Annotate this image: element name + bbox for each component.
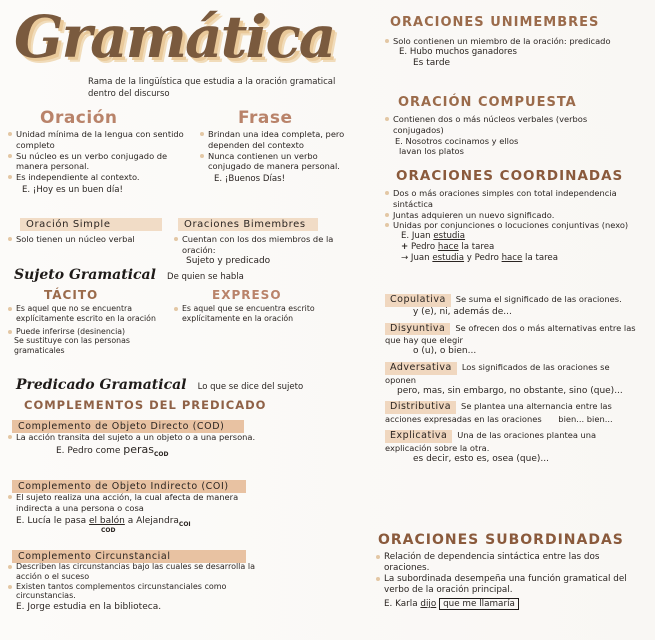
heading-unimembres: ORACIONES UNIMEMBRES [390,15,600,30]
sujeto-tagline: De quien se habla [167,272,244,282]
type-copulativa [385,294,640,318]
type-label: Disyuntiva [385,323,450,336]
heading-coordinadas: ORACIONES COORDINADAS [396,168,624,184]
subordinadas-bullet: La subordinada desempeña una función gramatical del verbo de la oración principal. [376,574,638,596]
coordinadas-bullet: Juntas adquieren un nuevo significado. [385,210,640,221]
coi-example-cod-sub: COD [100,526,116,534]
cc-section [8,562,273,613]
coordinadas-bullet: Dos o más oraciones simples con total independencia sintáctica [385,188,640,210]
cod-label: Complemento de Objeto Directo (COD) [12,420,244,433]
coi-label: Complemento de Objeto Indirecto (COI) [12,480,246,493]
type-desc: Una de las oraciones plantea una explicación sobre la otra. [385,429,597,453]
heading-frase: Frase [238,108,293,128]
type-nexos: pero, mas, sin embargo, no obstante, sino (que)... [397,385,623,396]
type-desc: Se plantea una alternancia entre las acciones expresadas en las oraciones [385,401,612,425]
coord-ex-verb: hace [437,241,459,252]
heading-tacito: TÁCITO [44,288,99,302]
oracion-bullet: Unidad mínima de la lengua con sentido completo [8,129,193,151]
coordinadas-section [385,188,640,264]
coi-example-target: Alejandra [136,515,179,526]
unimembres-example-1: E. Hubo muchos ganadores [399,46,517,57]
type-nexos: o (u), o bien... [413,346,477,357]
expreso-bullet: Es aquel que se encuentra escrito explícitamente en la oración [174,304,324,324]
cc-bullet: Describen las circunstancias bajo las cuales se desarrolla la acción o el suceso [8,562,273,582]
tacito-section [8,304,168,356]
coord-ex-verb: estudia [433,231,466,242]
predicado-tagline: Lo que se dice del sujeto [197,382,304,392]
tacito-bullet: Es aquel que no se encuentra explícitamente escrito en la oración [8,304,168,324]
heading-compuesta: ORACIÓN COMPUESTA [398,95,577,110]
type-desc: Se suma el significado de las oraciones. [455,294,622,304]
coord-ex-line1: E. Juan [401,231,434,242]
coi-section [8,492,273,534]
unimembres-example-2: Es tarde [413,57,451,68]
subordinadas-section [376,552,638,610]
cc-label-row [12,544,246,563]
coordinadas-types [385,294,640,464]
oracion-simple-bullet: Solo tienen un núcleo verbal [8,234,158,245]
cc-example: E. Jorge estudia en la biblioteca. [16,602,162,613]
cod-example [8,442,298,461]
frase-bullet: Nunca contienen un verbo conjugado de manera personal. [200,151,350,173]
subordinadas-example [376,599,638,610]
coi-example-cod: el balón [88,515,125,526]
coord-ex-verb: estudia [432,252,465,263]
heading-expreso: EXPRESO [212,288,282,302]
bimembres-section [178,212,318,231]
cod-example-text: E. Pedro come [56,445,124,456]
type-explicativa [385,430,640,464]
unimembres-bullet: Solo contienen un miembro de la oración: predicado [385,36,625,47]
expreso-section [174,304,324,324]
coord-ex-line2-suffix: la tarea [458,241,495,252]
type-label: Explicativa [385,430,452,443]
coordinadas-bullet: Unidas por conjunciones o locuciones conjuntivas (nexo) [385,220,640,231]
heading-oracion-simple: Oración Simple [20,218,162,231]
sub-example-boxed: que me llamaría [439,598,519,610]
subordinadas-bullet: Relación de dependencia sintáctica entre las dos oraciones. [376,552,638,574]
cc-label: Complemento Circunstancial [12,550,246,563]
predicado-heading-row [16,374,303,393]
coord-ex-verb: hace [501,252,523,263]
type-nexos: es decir, esto es, osea (que)... [413,453,549,464]
coi-example [8,515,273,534]
compuesta-example-2: lavan los platos [399,146,464,157]
coi-example-mid: a [124,515,137,526]
cod-bullet: La acción transita del sujeto a un objeto o a una persona. [8,432,298,443]
type-adversativa [385,362,640,396]
page-title: Gramática [14,3,335,71]
type-desc: Los significados de las oraciones se oponen [385,361,610,385]
type-label: Adversativa [385,362,457,375]
coord-ex-line3: Juan [408,252,433,263]
compuesta-section [385,114,615,157]
type-disyuntiva [385,323,640,357]
type-label: Distributiva [385,401,456,414]
heading-complementos: COMPLEMENTOS DEL PREDICADO [24,398,267,412]
type-nexos: bien... bien... [558,414,613,425]
unimembres-section [385,36,625,68]
bimembres-note: Sujeto y predicado [186,255,271,266]
type-nexos: y (e), ni, además de... [413,306,512,317]
coord-ex-line3: y Pedro [464,252,502,263]
heading-subordinadas: ORACIONES SUBORDINADAS [378,532,624,548]
cc-bullet: Existen tantos complementos circunstanciales como circunstancias. [8,582,273,602]
coi-example-text: E. Lucía le pasa [16,515,89,526]
oracion-bullet: Es independiente al contexto. [8,172,193,183]
frase-section [200,129,350,185]
cod-example-sub: COD [154,450,169,458]
coordinadas-example [385,231,640,263]
tacito-bullet: Puede inferirse (desinencia) [8,327,168,337]
oracion-example: E. ¡Hoy es un buen día! [22,184,123,195]
coi-bullet: El sujeto realiza una acción, la cual afecta de manera indirecta a una persona o cosa [8,492,273,514]
arrow-right-icon: → [401,252,409,263]
frase-example: E. ¡Buenos Días! [214,174,286,185]
coord-ex-line2: Pedro [410,241,438,252]
sujeto-heading-row [14,264,244,283]
heading-sujeto: Sujeto Gramatical [14,267,156,283]
heading-oracion: Oración [40,108,118,128]
page-subtitle: Rama de la lingüística que estudia a la oración gramatical dentro del discurso [88,77,336,99]
oracion-simple-section [20,212,162,231]
cod-example-target: peras [123,442,155,456]
oracion-bullet: Su núcleo es un verbo conjugado de manera personal. [8,151,193,173]
plus-icon: + [401,241,409,252]
sub-example-verb: dijo [420,599,437,609]
compuesta-example-1: E. Nosotros cocinamos y ellos [395,135,519,146]
coord-ex-line3: la tarea [522,252,558,263]
compuesta-bullet: Contienen dos o más núcleos verbales (verbos conjugados) [385,114,615,136]
heading-bimembres: Oraciones Bimembres [178,218,318,231]
type-desc: Se ofrecen dos o más alternativas entre las que hay que elegir [385,322,636,346]
type-label: Copulativa [385,294,451,307]
cod-label-row [12,414,244,433]
heading-predicado: Predicado Gramatical [16,377,187,393]
oracion-section [8,129,193,196]
tacito-note: Se sustituye con las personas gramaticales [14,336,130,356]
coi-label-row [12,474,246,493]
coi-example-sub: COI [178,520,191,528]
cod-section [8,432,298,461]
bimembres-bullet: Cuentan con los dos miembros de la oración: [174,234,344,256]
frase-bullet: Brindan una idea completa, pero dependen del contexto [200,129,350,151]
type-distributiva [385,401,640,425]
sub-example-text: E. Karla [384,599,421,609]
